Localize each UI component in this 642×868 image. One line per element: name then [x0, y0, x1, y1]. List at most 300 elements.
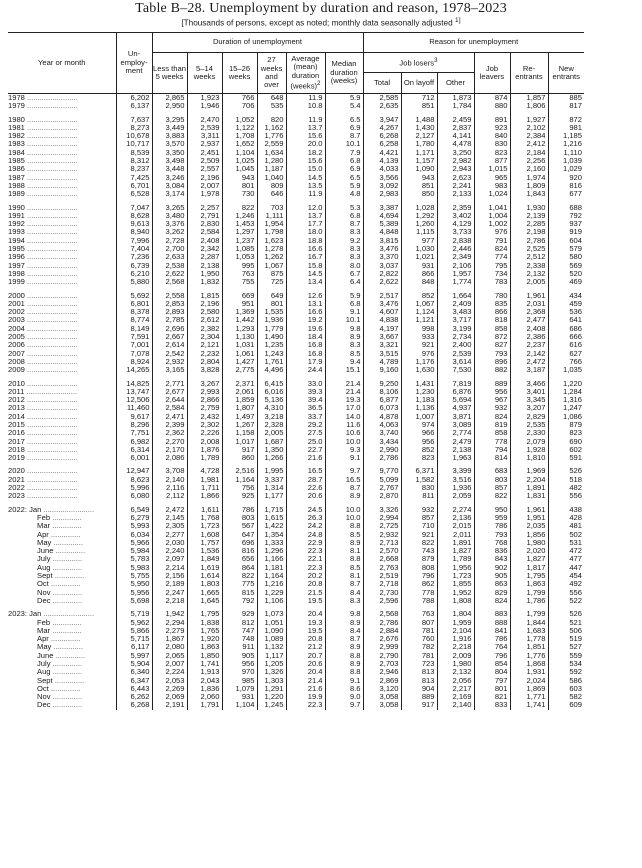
- table-cell: 6,016: [257, 388, 286, 396]
- table-cell: 1,619: [187, 564, 222, 572]
- table-cell: 6,117: [116, 643, 152, 651]
- dot-leader: ........................: [24, 475, 78, 484]
- table-cell: 8,273: [116, 124, 152, 132]
- table-cell: 2,218: [152, 597, 187, 605]
- table-cell: 20.6: [286, 492, 325, 500]
- row-label-text: Dec: [37, 596, 51, 605]
- table-cell: 6.8: [325, 300, 363, 308]
- table-cell: 6,549: [116, 506, 152, 514]
- dot-leader: ........................: [24, 278, 78, 287]
- table-cell: 16.8: [286, 350, 325, 358]
- table-cell: 830: [401, 484, 437, 492]
- table-cell: 889: [401, 693, 437, 701]
- table-cell: 1,090: [257, 627, 286, 635]
- table-cell: 2,237: [510, 341, 548, 349]
- table-cell: 1,974: [510, 174, 548, 182]
- table-cell: 1,765: [187, 627, 222, 635]
- table-cell: 822: [401, 539, 437, 547]
- table-cell: 2,104: [437, 627, 474, 635]
- table-cell: 1,815: [187, 292, 222, 300]
- table-cell: 1,780: [401, 140, 437, 148]
- table-cell: 9.8: [325, 325, 363, 333]
- row-label-text: 2002: [8, 308, 25, 317]
- table-cell: 5,956: [116, 589, 152, 597]
- table-cell: 879: [548, 421, 584, 429]
- table-cell: 1,220: [257, 693, 286, 701]
- table-cell: 1,243: [257, 350, 286, 358]
- table-cell: 2,102: [510, 124, 548, 132]
- table-cell: 14,825: [116, 380, 152, 388]
- row-label: [8, 366, 116, 374]
- table-cell: 22.3: [286, 547, 325, 555]
- table-cell: 822: [222, 204, 257, 212]
- header-average-text: Average (mean) duration (weeks): [290, 53, 320, 91]
- table-cell: 8,106: [363, 388, 401, 396]
- table-cell: 2,191: [152, 701, 187, 709]
- row-label-text: 2007: [8, 349, 25, 358]
- table-cell: 1,216: [257, 580, 286, 588]
- table-cell: 4,129: [437, 220, 474, 228]
- table-cell: 527: [548, 643, 584, 651]
- table-cell: 1,158: [222, 429, 257, 437]
- table-cell: 796: [401, 572, 437, 580]
- table-cell: 8.9: [325, 492, 363, 500]
- table-cell: 809: [257, 182, 286, 190]
- header-duration-group: Duration of unemployment: [152, 33, 363, 53]
- table-cell: 3,345: [510, 396, 548, 404]
- table-cell: 6,371: [401, 467, 437, 475]
- table-cell: 1,117: [257, 652, 286, 660]
- table-cell: 36.5: [286, 404, 325, 412]
- table-cell: 1,220: [548, 380, 584, 388]
- dot-leader: ..............: [50, 693, 83, 702]
- table-cell: 1,614: [187, 572, 222, 580]
- table-cell: 2,020: [510, 547, 548, 555]
- table-cell: 20.4: [286, 668, 325, 676]
- table-cell: 5,694: [437, 396, 474, 404]
- table-cell: 6,739: [116, 262, 152, 270]
- table-cell: 19.5: [286, 627, 325, 635]
- table-cell: 858: [474, 429, 510, 437]
- row-label: [8, 333, 116, 341]
- table-cell: 2,791: [187, 212, 222, 220]
- table-cell: 1,741: [187, 660, 222, 668]
- table-cell: 1,687: [257, 438, 286, 446]
- table-cell: 3,480: [152, 212, 187, 220]
- table-cell: 2,382: [187, 325, 222, 333]
- table-cell: 817: [548, 102, 584, 110]
- table-cell: 1,247: [548, 404, 584, 412]
- table-cell: 10.8: [286, 102, 325, 110]
- table-cell: 830: [474, 140, 510, 148]
- table-cell: 4.8: [325, 190, 363, 198]
- dot-leader: ........................: [24, 387, 78, 396]
- row-label: [8, 580, 116, 588]
- dot-leader: ..............: [51, 538, 84, 547]
- table-cell: 646: [257, 190, 286, 198]
- table-cell: 2,525: [510, 245, 548, 253]
- table-cell: 1,963: [437, 454, 474, 462]
- table-cell: 2,031: [510, 300, 548, 308]
- table-cell: 2,517: [363, 292, 401, 300]
- table-cell: 2,943: [437, 165, 474, 173]
- row-label-text: 1986: [8, 165, 25, 174]
- table-cell: 2,539: [187, 124, 222, 132]
- row-label: [8, 677, 116, 685]
- row-label-text: Nov: [37, 693, 51, 702]
- subtitle-text: [Thousands of persons, except as noted; monthly data seasonally adjusted: [181, 18, 455, 28]
- table-cell: 10,717: [116, 140, 152, 148]
- table-cell: 1,039: [548, 157, 584, 165]
- table-cell: 5,997: [116, 652, 152, 660]
- table-cell: 956: [401, 438, 437, 446]
- dot-leader: ........................: [24, 132, 78, 141]
- table-cell: 4,607: [363, 308, 401, 316]
- table-cell: 1,867: [152, 635, 187, 643]
- table-cell: 1,768: [187, 514, 222, 522]
- table-cell: 535: [257, 102, 286, 110]
- table-cell: 4,197: [363, 325, 401, 333]
- table-row: [8, 693, 584, 701]
- table-cell: 823: [474, 149, 510, 157]
- table-cell: 976: [401, 350, 437, 358]
- table-cell: 1,715: [257, 506, 286, 514]
- table-cell: 896: [474, 358, 510, 366]
- row-label: [8, 555, 116, 563]
- table-cell: 823: [548, 429, 584, 437]
- table-cell: 2,184: [510, 149, 548, 157]
- table-cell: 860: [222, 454, 257, 462]
- table-cell: 712: [401, 94, 437, 103]
- table-cell: 2,408: [510, 325, 548, 333]
- table-cell: 2,024: [510, 677, 548, 685]
- table-cell: 956: [222, 660, 257, 668]
- table-cell: 1,296: [257, 547, 286, 555]
- table-cell: 2,623: [437, 174, 474, 182]
- table-cell: 2,459: [437, 116, 474, 124]
- table-cell: 17.7: [286, 220, 325, 228]
- dot-leader: ........................: [24, 324, 78, 333]
- table-cell: 2,269: [152, 685, 187, 693]
- table-cell: 8,296: [116, 421, 152, 429]
- table-cell: 822: [222, 572, 257, 580]
- table-cell: 579: [548, 245, 584, 253]
- table-cell: 586: [548, 677, 584, 685]
- dot-leader: ........................: [24, 379, 78, 388]
- table-cell: 1,838: [187, 619, 222, 627]
- table-cell: 2,535: [510, 421, 548, 429]
- table-cell: 666: [548, 333, 584, 341]
- table-cell: 1,021: [401, 253, 437, 261]
- table-cell: 8.8: [325, 522, 363, 530]
- row-label-text: July: [37, 555, 51, 564]
- table-cell: 8,312: [116, 157, 152, 165]
- table-cell: 696: [222, 539, 257, 547]
- table-cell: 2,132: [437, 668, 474, 676]
- dot-leader: ........................: [24, 93, 78, 102]
- table-cell: 1,981: [187, 476, 222, 484]
- table-cell: 1,017: [222, 438, 257, 446]
- table-cell: 1,978: [187, 190, 222, 198]
- row-label-text: 1997: [8, 261, 25, 270]
- table-cell: 852: [401, 446, 437, 454]
- header-job-losers: [363, 53, 474, 73]
- dot-leader: ........................: [24, 203, 78, 212]
- table-cell: 2,950: [152, 102, 187, 110]
- table-cell: 13.5: [286, 182, 325, 190]
- row-label: [8, 262, 116, 270]
- table-cell: 851: [401, 182, 437, 190]
- table-cell: 569: [548, 262, 584, 270]
- row-label: [8, 325, 116, 333]
- table-row: [8, 245, 584, 253]
- table-cell: 1,073: [257, 610, 286, 618]
- table-cell: 438: [548, 506, 584, 514]
- dot-leader: ........................: [24, 308, 78, 317]
- table-cell: 2,121: [187, 341, 222, 349]
- table-row: [8, 580, 584, 588]
- table-cell: 1,106: [257, 597, 286, 605]
- table-cell: 2,015: [437, 522, 474, 530]
- table-cell: 2,011: [437, 531, 474, 539]
- table-cell: 807: [401, 619, 437, 627]
- row-label: [8, 174, 116, 182]
- table-cell: 1,028: [401, 204, 437, 212]
- table-cell: 8.7: [325, 132, 363, 140]
- table-cell: 1,303: [257, 677, 286, 685]
- table-cell: 836: [474, 547, 510, 555]
- table-cell: 469: [548, 278, 584, 286]
- table-cell: 6.9: [325, 165, 363, 173]
- table-cell: 763: [222, 270, 257, 278]
- table-cell: 3,295: [152, 116, 187, 124]
- row-label: [8, 182, 116, 190]
- table-cell: 1,952: [437, 589, 474, 597]
- table-cell: 2,734: [437, 333, 474, 341]
- table-cell: 1,827: [510, 555, 548, 563]
- table-cell: 567: [222, 522, 257, 530]
- table-cell: 2,786: [363, 619, 401, 627]
- table-cell: 29.2: [286, 421, 325, 429]
- row-label-text: 2003: [8, 316, 25, 325]
- table-cell: 2,804: [187, 358, 222, 366]
- table-cell: 1,230: [401, 388, 437, 396]
- table-cell: 9,770: [363, 467, 401, 475]
- table-row: [8, 253, 584, 261]
- table-cell: 6,982: [116, 438, 152, 446]
- table-cell: 778: [474, 438, 510, 446]
- table-cell: 39.3: [286, 388, 325, 396]
- table-cell: 2,007: [187, 182, 222, 190]
- table-cell: 2,865: [152, 94, 187, 103]
- table-cell: 15.0: [286, 165, 325, 173]
- row-label-text: 1989: [8, 190, 25, 199]
- table-cell: 8.7: [325, 635, 363, 643]
- table-cell: 5,880: [116, 278, 152, 286]
- row-label: [8, 522, 116, 530]
- table-cell: 8.7: [325, 484, 363, 492]
- table-cell: 2,785: [152, 316, 187, 324]
- table-cell: 794: [474, 446, 510, 454]
- table-cell: 556: [548, 492, 584, 500]
- dot-leader: ..............: [48, 684, 81, 693]
- table-cell: 2,479: [437, 438, 474, 446]
- table-cell: 8.5: [325, 531, 363, 539]
- row-label-text: 2014: [8, 412, 25, 421]
- table-cell: 1,683: [510, 627, 548, 635]
- row-label: [8, 467, 116, 475]
- dot-leader: ..............: [51, 643, 84, 652]
- table-cell: 20.8: [286, 580, 325, 588]
- table-cell: 1,053: [222, 253, 257, 261]
- table-cell: 492: [548, 580, 584, 588]
- table-cell: 6,137: [116, 102, 152, 110]
- row-label-text: 2009: [8, 366, 25, 375]
- table-cell: 4,878: [363, 413, 401, 421]
- table-cell: 748: [222, 635, 257, 643]
- table-cell: 2,132: [510, 270, 548, 278]
- dot-leader: ........................: [24, 467, 78, 476]
- table-cell: 2,009: [437, 652, 474, 660]
- table-cell: 2,112: [152, 492, 187, 500]
- table-cell: 2,097: [152, 555, 187, 563]
- table-cell: 1,806: [510, 102, 548, 110]
- table-row: [8, 677, 584, 685]
- table-cell: 8.5: [325, 564, 363, 572]
- row-label-text: 1998: [8, 269, 25, 278]
- table-cell: 8.5: [325, 350, 363, 358]
- table-cell: 921: [401, 341, 437, 349]
- table-cell: 786: [474, 522, 510, 530]
- table-cell: 2,559: [257, 140, 286, 148]
- table-cell: 2,170: [152, 446, 187, 454]
- table-cell: 3,566: [363, 174, 401, 182]
- row-label-text: 1979: [8, 102, 25, 111]
- table-cell: 3,570: [152, 140, 187, 148]
- table-cell: 1,350: [257, 446, 286, 454]
- table-cell: 5,966: [116, 539, 152, 547]
- table-cell: 2,703: [363, 660, 401, 668]
- table-cell: 2,790: [363, 652, 401, 660]
- table-cell: 1,031: [222, 341, 257, 349]
- row-label-text: 2008: [8, 357, 25, 366]
- table-cell: 14.5: [286, 270, 325, 278]
- table-cell: 819: [474, 421, 510, 429]
- row-label: [8, 413, 116, 421]
- table-cell: 956: [474, 388, 510, 396]
- table-cell: 2,140: [152, 476, 187, 484]
- table-cell: 3,321: [363, 341, 401, 349]
- table-cell: 33.0: [286, 380, 325, 388]
- table-cell: 1,849: [187, 555, 222, 563]
- table-cell: 8.3: [325, 253, 363, 261]
- row-label: [8, 652, 116, 660]
- table-cell: 3,174: [152, 190, 187, 198]
- table-cell: 2,160: [510, 165, 548, 173]
- row-label: [8, 132, 116, 140]
- table-cell: 6,340: [116, 668, 152, 676]
- row-label-text: 2000: [8, 291, 25, 300]
- table-cell: 591: [548, 454, 584, 462]
- table-cell: 1,863: [510, 580, 548, 588]
- table-cell: 2,127: [401, 132, 437, 140]
- dot-leader: ..............: [50, 596, 83, 605]
- table-cell: 24.5: [286, 506, 325, 514]
- table-cell: 21.6: [286, 454, 325, 462]
- table-row: [8, 341, 584, 349]
- table-row: [8, 228, 584, 236]
- table-cell: 950: [474, 506, 510, 514]
- table-cell: 3,516: [437, 476, 474, 484]
- table-cell: 923: [474, 124, 510, 132]
- table-cell: 2,830: [187, 220, 222, 228]
- table-cell: 7,425: [116, 174, 152, 182]
- table-cell: 1,995: [257, 467, 286, 475]
- row-label: [8, 350, 116, 358]
- table-cell: 2,584: [187, 228, 222, 236]
- table-cell: 1,369: [222, 308, 257, 316]
- table-cell: 1,278: [257, 245, 286, 253]
- table-cell: 981: [548, 124, 584, 132]
- row-label: [8, 94, 116, 103]
- table-cell: 795: [474, 262, 510, 270]
- table-row: [8, 94, 584, 103]
- table-cell: 3,466: [510, 380, 548, 388]
- table-cell: 8.7: [325, 580, 363, 588]
- table-cell: 19.6: [286, 325, 325, 333]
- table-cell: 10.6: [325, 429, 363, 437]
- row-label: [8, 308, 116, 316]
- table-cell: 823: [401, 454, 437, 462]
- table-cell: 7,591: [116, 333, 152, 341]
- table-cell: 3,037: [363, 262, 401, 270]
- table-cell: 2,853: [152, 300, 187, 308]
- table-cell: 1,836: [187, 685, 222, 693]
- table-cell: 801: [257, 300, 286, 308]
- table-cell: 766: [222, 94, 257, 103]
- table-cell: 3,207: [510, 404, 548, 412]
- table-cell: 454: [548, 572, 584, 580]
- table-cell: 2,937: [187, 140, 222, 148]
- table-cell: 1,293: [222, 325, 257, 333]
- table-cell: 6,528: [116, 190, 152, 198]
- table-cell: 917: [222, 446, 257, 454]
- table-cell: 793: [474, 350, 510, 358]
- table-cell: 5.3: [325, 204, 363, 212]
- table-cell: 2,993: [187, 388, 222, 396]
- table-cell: 857: [474, 484, 510, 492]
- table-cell: 995: [222, 262, 257, 270]
- table-cell: 3,733: [437, 228, 474, 236]
- table-row: [8, 292, 584, 300]
- table-cell: 2,399: [152, 421, 187, 429]
- table-row: [8, 514, 584, 522]
- row-label: [8, 685, 116, 693]
- table-row: [8, 506, 584, 514]
- table-cell: 24.4: [286, 366, 325, 374]
- table-row: [8, 564, 584, 572]
- row-label-text: 1978: [8, 93, 25, 102]
- table-cell: 5,389: [363, 220, 401, 228]
- table-cell: 3,120: [363, 685, 401, 693]
- table-cell: 3,476: [363, 300, 401, 308]
- header-on-layoff: On layoff: [401, 73, 437, 94]
- table-row: [8, 643, 584, 651]
- table-cell: 1,061: [222, 350, 257, 358]
- table-cell: 686: [548, 325, 584, 333]
- table-cell: 3,387: [363, 204, 401, 212]
- table-cell: 1,789: [437, 555, 474, 563]
